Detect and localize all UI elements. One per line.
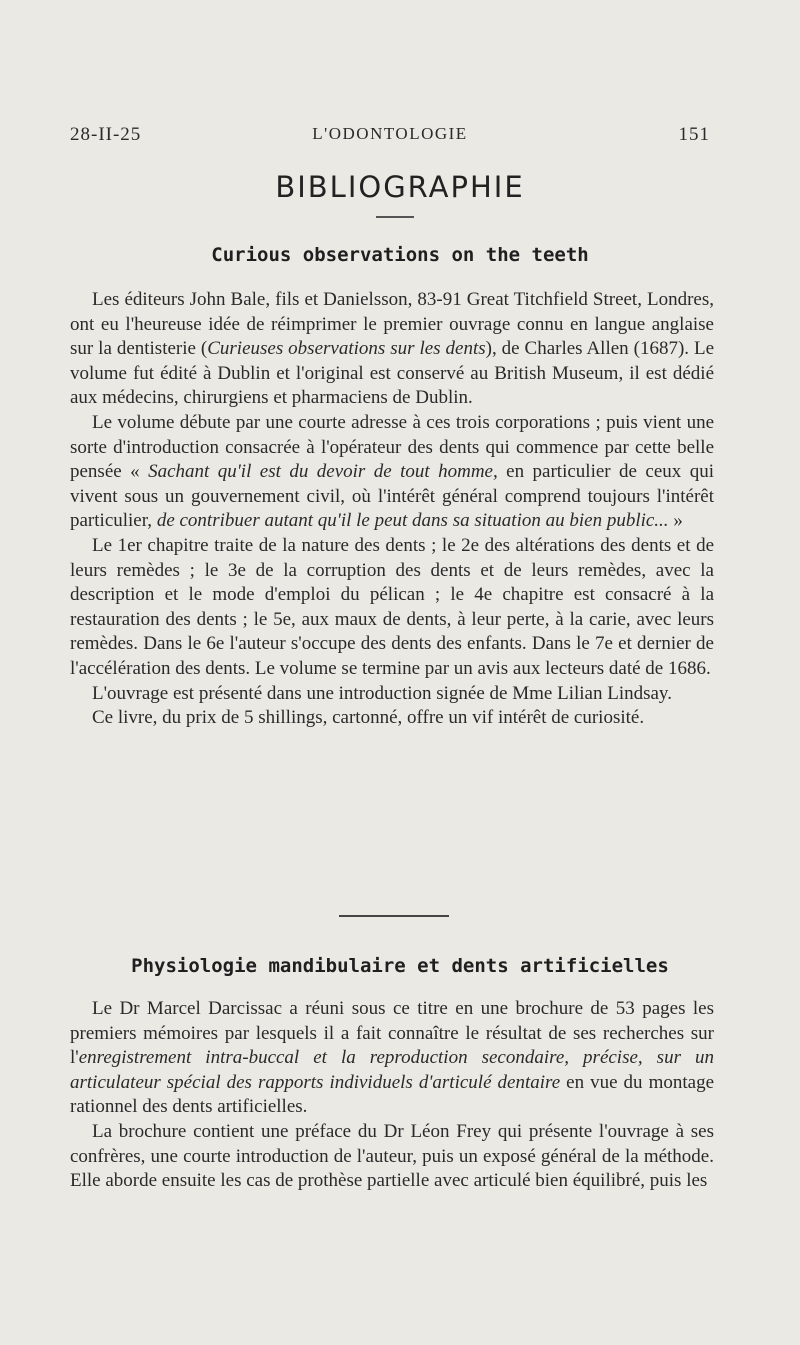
paragraph: L'ouvrage est présenté dans une introduction signée de Mme Lilian Lindsay. [92,682,672,704]
page-number: 151 [678,124,710,145]
article-body-1 [70,288,714,731]
paragraph: Le 1er chapitre traite de la nature des dents ; le 2e des altérations des dents et de leurs remèdes ; le 3e de la corruption des dents et de leurs remèdes, avec la description et le mode d'emploi du pélican ; le 4e chapitre est consacré à la restauration des dents ; le 5e, aux maux de dents, à leur perte, à la carie, avec leurs remèdes. Dans le 6e l'auteur s'occupe des dents des enfants. Dans le 7e et dernier de l'accélération des dents. Le volume se termine par un avis aux lecteurs daté de 1686. [70,534,714,679]
paragraph: Les éditeurs John Bale, fils et Danielsson, 83-91 Great Titchfield Street, Londres, ont eu l'heureuse idée de réimprimer le premier ouvrage connu en langue anglaise sur la dentisterie (Curieuses observations sur les dents), de Charles Allen (1687). Le volume fut édité à Dublin et l'original est conservé au British Museum, il est dédié aux médecins, chirurgiens et pharmaciens de Dublin. [70,289,715,409]
paragraph: Le volume débute par une courte adresse à ces trois corporations ; puis vient une sorte d'introduction consacrée à l'opérateur des dents qui commence par cette belle pensée « Sachant qu'il est du devoir de tout homme, en particulier de ceux qui vivent sous un gouvernement civil, où l'intérêt général comprend toujours l'intérêt particulier, de contribuer autant qu'il le peut dans sa situation au bien public... » [70,411,714,532]
paragraph: La brochure contient une préface du Dr Léon Frey qui présente l'ouvrage à ses confrères, une courte introduction de l'auteur, puis un exposé général de la méthode. Elle aborde ensuite les cas de prothèse partielle avec articulé bien équilibré, puis les [70,1120,714,1192]
paragraph: Le Dr Marcel Darcissac a réuni sous ce titre en une brochure de 53 pages les premiers mémoires par lesquels il a fait connaître le résultat de ses recherches sur l'enregistrement intra-buccal et la reproduction secondaire, précise, sur un articulateur spécial des rapports individuels d'articulé dentaire en vue du montage rationnel des dents artificielles. [70,998,714,1118]
section-divider [339,915,449,917]
issue-date: 28-II-25 [70,124,142,145]
article-body-2 [70,997,714,1194]
article-title-2: Physiologie mandibulaire et dents artificielles [131,955,669,977]
section-title: BIBLIOGRAPHIE [275,170,525,204]
title-rule [376,216,414,218]
article-title-1: Curious observations on the teeth [211,244,589,266]
running-header [70,124,710,150]
journal-title: L'ODONTOLOGIE [312,124,468,143]
paragraph: Ce livre, du prix de 5 shillings, cartonné, offre un vif intérêt de curiosité. [92,707,645,729]
